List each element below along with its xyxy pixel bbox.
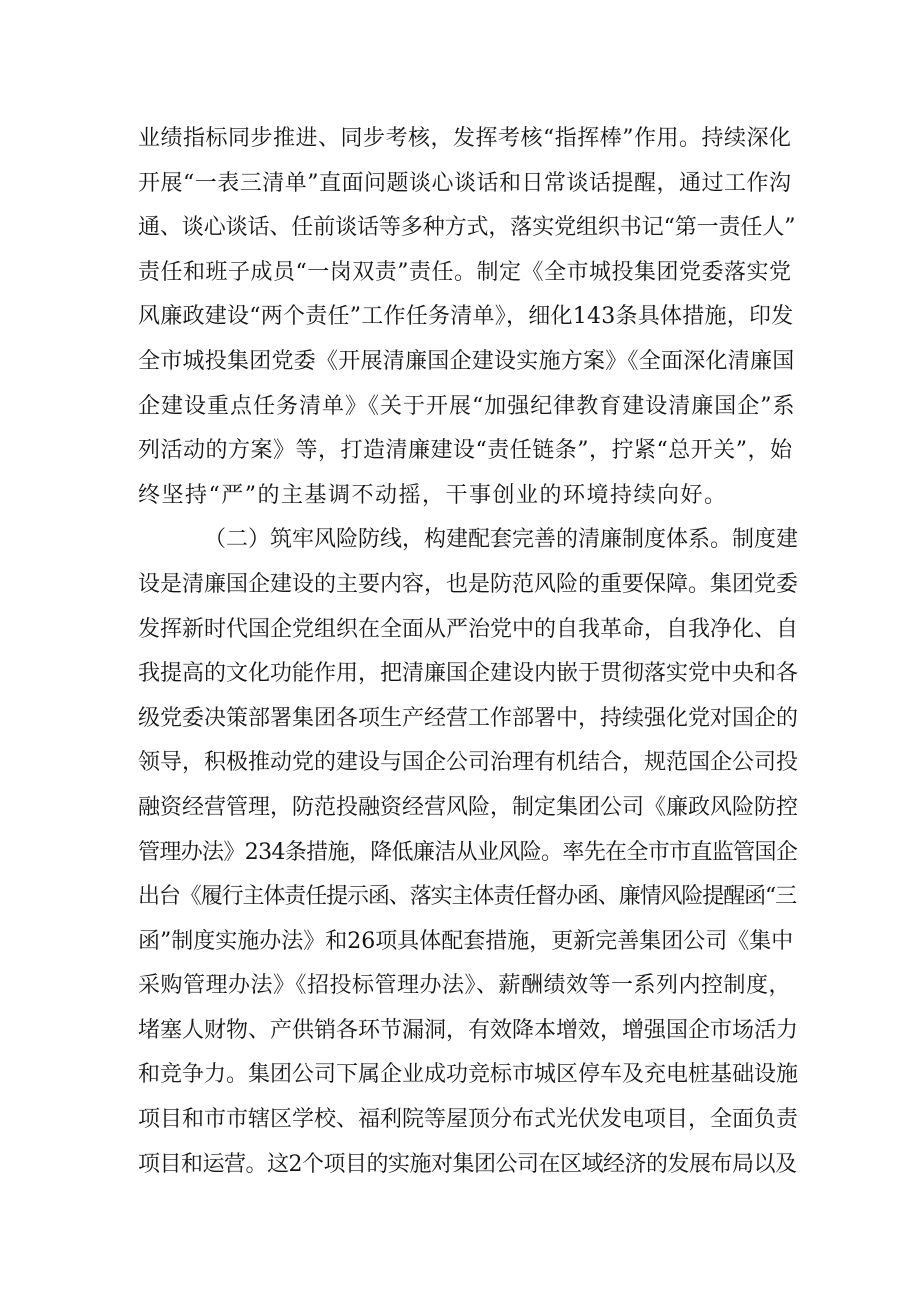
text-line: 管理办法》234条措施，降低廉洁从业风险。率先在全市市直监管国企 (138, 839, 798, 865)
text-line: 企建设重点任务清单》《关于开展“加强纪律教育建设清廉国企”系 (138, 393, 796, 419)
text-line: 终坚持“严”的主基调不动摇，干事创业的环境持续向好。 (138, 482, 728, 508)
text-line: 采购管理办法》《招投标管理办法》、薪酬绩效等一系列内控制度， (138, 973, 792, 999)
document-body (138, 124, 798, 1194)
text-line: 出台《履行主体责任提示函、落实主体责任督办函、廉情风险提醒函“三 (138, 884, 797, 910)
text-line: 发挥新时代国企党组织在全面从严治党中的自我革命，自我净化、自 (138, 616, 799, 642)
text-line: 责任和班子成员“一岗双责”责任。制定《全市城投集团党委落实党 (138, 259, 792, 285)
section-heading-line: （二）筑牢风险防线，构建配套完善的清廉制度体系。制度建 (204, 527, 799, 553)
text-line: 风廉政建设“两个责任”工作任务清单》，细化143条具体措施，印发 (138, 304, 794, 330)
text-line: 函”制度实施办法》和26项具体配套措施，更新完善集团公司《集中 (138, 928, 794, 954)
text-line: 项目和市市辖区学校、福利院等屋顶分布式光伏发电项目，全面负责 (138, 1107, 799, 1133)
text-line: 设是清廉国企建设的主要内容，也是防范风险的重要保障。集团党委 (138, 571, 799, 597)
text-line: 业绩指标同步推进、同步考核，发挥考核“指挥棒”作用。持续深化 (138, 126, 792, 151)
text-line: 领导，积极推动党的建设与国企公司治理有机结合，规范国企公司投 (138, 750, 799, 776)
text-line: 列活动的方案》等，打造清廉建设“责任链条”，拧紧“总开关”，始 (138, 438, 793, 464)
text-line: 堵塞人财物、产供销各环节漏洞，有效降本增效，增强国企市场活力 (138, 1017, 799, 1043)
text-line: 级党委决策部署集团各项生产经营工作部署中，持续强化党对国企的 (138, 705, 799, 731)
text-line: 开展“一表三清单”直面问题谈心谈话和日常谈话提醒，通过工作沟 (138, 170, 792, 196)
text-line: 项目和运营。这2个项目的实施对集团公司在区域经济的发展布局以及 (138, 1151, 797, 1177)
text-line: 融资经营管理，防范投融资经营风险，制定集团公司《廉政风险防控 (138, 794, 799, 820)
text-line: 通、谈心谈话、任前谈话等多种方式，落实党组织书记“第一责任人” (138, 215, 796, 241)
text-line: 和竞争力。集团公司下属企业成功竞标市城区停车及充电桩基础设施 (138, 1062, 799, 1088)
text-line: 全市城投集团党委《开展清廉国企建设实施方案》《全面深化清廉国 (138, 348, 795, 374)
text-line: 我提高的文化功能作用，把清廉国企建设内嵌于贯彻落实党中央和各 (138, 661, 799, 687)
